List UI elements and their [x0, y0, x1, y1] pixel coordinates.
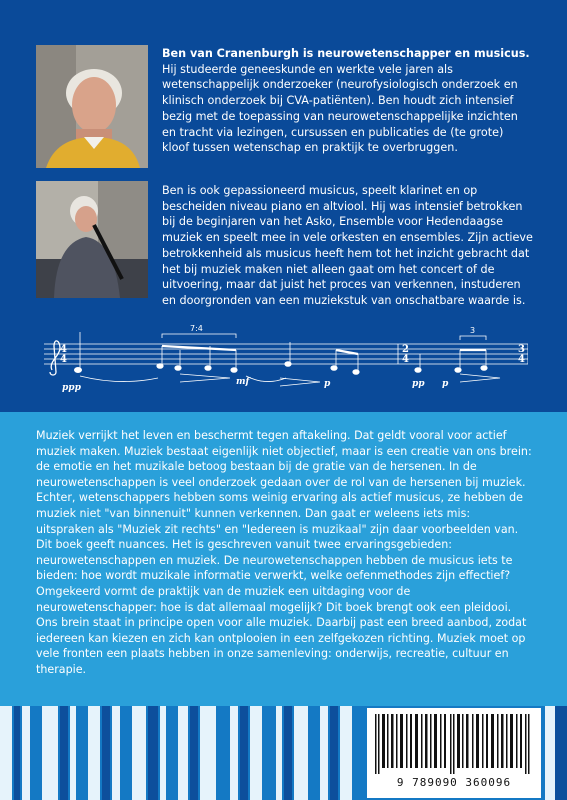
time-signature-3-bottom: 4 [518, 354, 525, 365]
author-bio-paragraph-1 [162, 46, 534, 156]
isbn-number: 9 789090 360096 [396, 776, 512, 789]
clarinet-player-photo [36, 181, 148, 298]
time-signature-2-bottom: 4 [402, 354, 409, 365]
music-score [40, 320, 528, 400]
isbn-barcode [367, 708, 541, 798]
tuplet-label-2: 3 [470, 326, 476, 335]
dynamic-ppp: ppp [62, 383, 81, 393]
dynamic-p: p [324, 379, 331, 389]
portrait-illustration [36, 45, 148, 168]
barcode-bars [373, 714, 535, 774]
dynamic-mf: mf [236, 377, 250, 387]
author-bio-lead: Ben van Cranenburgh is neurowetenschapper en musicus. [162, 47, 530, 60]
time-signature-1-bottom: 4 [60, 354, 67, 365]
tuplet-label-1: 7:4 [190, 324, 203, 333]
time-signature-1-top: 4 [60, 344, 67, 355]
author-bio-rest: Hij studeerde geneeskunde en werkte vele jaren als wetenschappelijk onderzoeker (neurofysiologisch onderzoek en klinisch onderzoek bij CVA-patiënten). Ben houdt zich intensief bezig met de toepassing van neurowetenschappelijke inzichten en tracht via lezingen, cursussen en publicaties de (te grote) kloof tussen wetenschap en praktijk te overbruggen. [162, 62, 518, 155]
author-bio-paragraph-2: Ben is ook gepassioneerd musicus, speelt klarinet en op bescheiden niveau piano en altviool. Hij was intensief betrokken bij de beginjaren van het Asko, Ensemble voor Hedendaagse muziek en speelt mee in vele orkesten en ensembles. Zijn actieve betrokkenheid als musicus heeft hem tot het inzicht gebracht dat het bij muziek maken niet alleen gaat om het concert of de uitvoering, maar dat juist het proces van verkennen, instuderen en doorgronden van een muziekstuk van onschatbare waarde is. [162, 184, 533, 307]
time-signature-3-top: 3 [518, 344, 525, 355]
clarinet-illustration [36, 181, 148, 298]
dynamic-p-2: p [442, 379, 449, 389]
time-signature-2-top: 2 [402, 344, 409, 355]
blurb-text: Muziek verrijkt het leven en beschermt tegen aftakeling. Dat geldt vooral voor actief muziek maken. Muziek bestaat eigenlijk niet objectief, maar is een creatie van ons brein: de emotie en het muzikale betoog bestaan bij de gratie van de hersenen. In de neurowetenschappen is veel onderzoek gedaan over de rol van de hersenen bij muziek. Echter, wetenschappers hebben soms weinig ervaring als actief musicus, ze hebben de muziek niet "van binnenuit" kunnen verkennen. Dan gaat er weleens iets mis: uitspraken als "Muziek zit rechts" en "Iedereen is muzikaal" zijn daar voorbeelden van. Dit boek geeft nuances. Het is geschreven vanuit twee ervaringsgebieden: neurowetenschappen en muziek. De neurowetenschappen hebben de musicus iets te bieden: hoe wordt muzikale informatie verwerkt, welke oefenmethodes zijn effectief? Omgekeerd vormt de praktijk van de muziek een uitdaging voor de neurowetenschapper: hoe is dat allemaal mogelijk? Dit boek brengt ook een pleidooi. Ons brein staat in principe open voor alle muziek. Daarbij past een breed aanbod, zodat iedereen kan kiezen en zich kan ontplooien in een zelfgekozen richting. Muziek moet op vele fronten een plaats hebben in onze samenleving: onderwijs, recreatie, cultuur en therapie. [36, 429, 532, 676]
author-portrait-photo [36, 45, 148, 168]
dynamic-pp: pp [412, 379, 425, 389]
